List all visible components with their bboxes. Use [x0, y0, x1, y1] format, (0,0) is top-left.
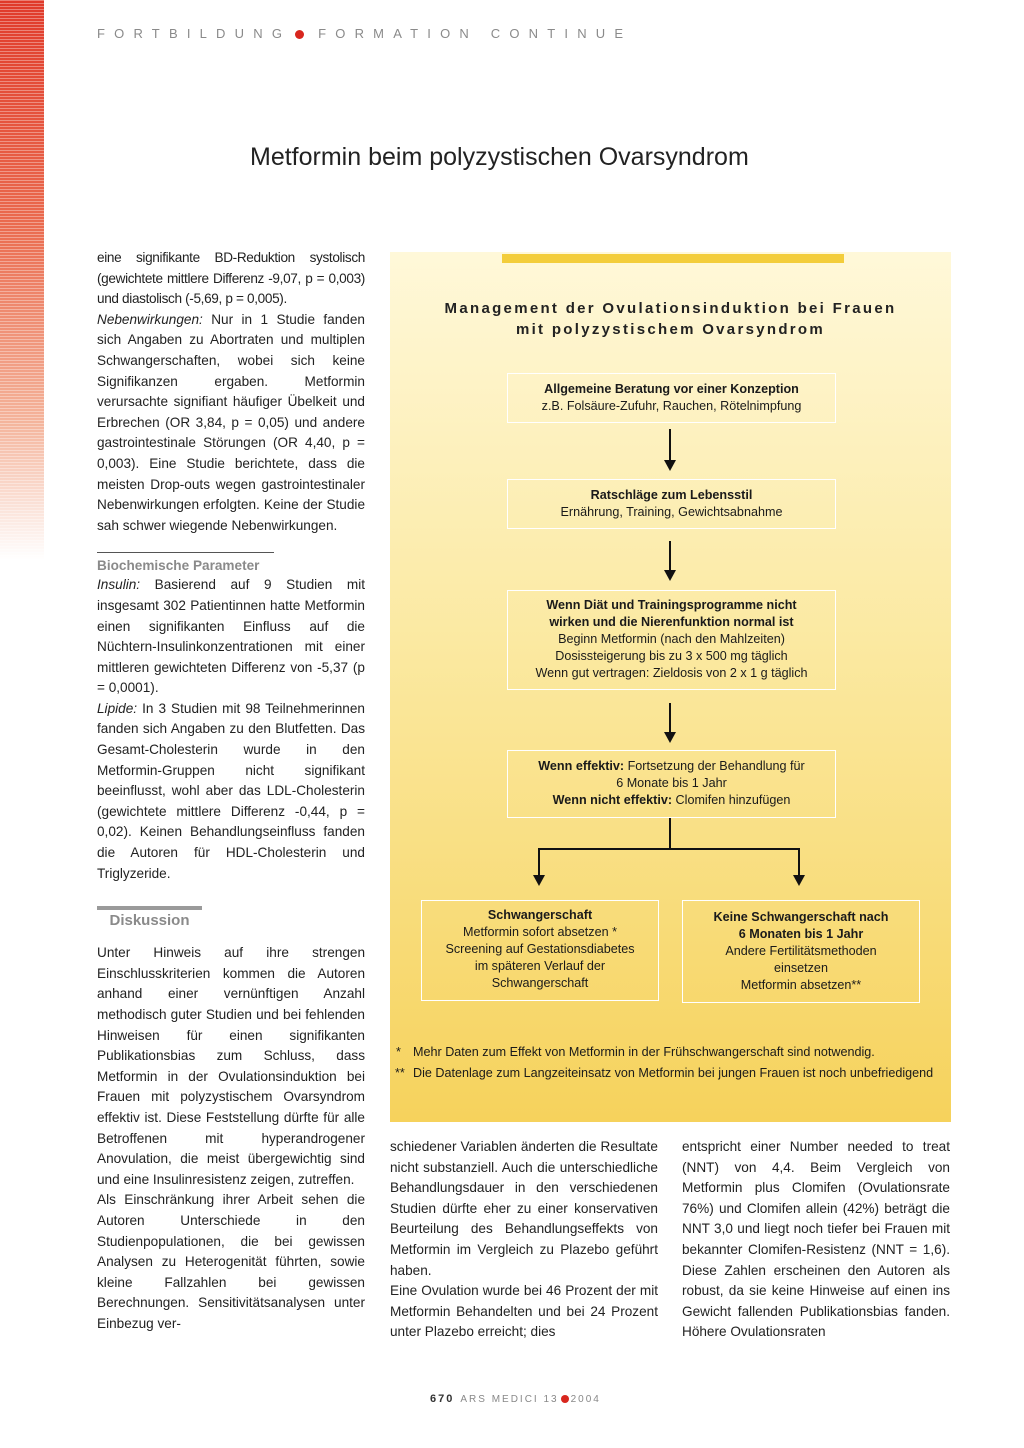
flow-box-heading: Schwangerschaft [487, 908, 593, 922]
footnote [396, 1042, 948, 1063]
flow-box-start-metformin [507, 590, 836, 690]
flow-box-heading: Keine Schwangerschaft nach [713, 910, 889, 924]
flow-box-text: Ernährung, Training, Gewichtsabnahme [560, 505, 783, 519]
flow-box-effectiveness [507, 750, 836, 818]
flow-box-heading: Ratschläge zum Lebensstil [590, 488, 753, 502]
paragraph-text: Nur in 1 Studie fanden sich Angaben zu Abortraten und multiplen Schwangerschaften, wobei sich keine Signifikanzen ergaben. Metformin verursachte signifiant häufiger Übelkeit und Erbrechen (OR 3,84, p = 0,05) und andere gastrointestinale Störungen (OR 4,40, p = 0,003). Eine Studie berichtete, dass die meisten Drop-outs wegen gastrointestinaler Nebenwirkungen erfolgten. Keine der Studie sah schwer wiegende Nebenwirkungen. [97, 311, 365, 533]
footnote-text: Mehr Daten zum Effekt von Metformin in der Frühschwangerschaft sind notwendig. [413, 1045, 875, 1059]
flow-box-heading: Wenn Diät und Trainingsprogramme nicht [546, 598, 797, 612]
inline-label: Lipide: [97, 700, 138, 716]
journal-year: 2004 [570, 1394, 601, 1405]
paragraph: eine signifikante BD-Reduktion systolisch (gewichtete mittlere Differenz -9,07, p = 0,003) und diastolisch (-5,69, p = 0,005). [97, 250, 365, 307]
flow-box-text: 6 Monate bis 1 Jahr [616, 776, 727, 790]
flowchart-title-line: mit polyzystischem Ovarsyndrom [515, 321, 826, 338]
header-left: FORTBILDUNG [97, 26, 292, 41]
flow-box-text: Beginn Metformin (nach den Mahlzeiten) [558, 632, 785, 646]
paragraph: entspricht einer Number needed to treat (NNT) von 4,4. Beim Vergleich von Metformin plus Clomifen (Ovulationsrate 76%) und Clomifen allein (42%) beträgt die NNT 3,0 und liegt noch tiefer bei Frauen mit bekannter Clomifen-Resistenz (NNT = 1,6). Diese Zahlen erscheinen den Autoren als robust, da sie keine Hinweise auf einen ins Gewicht fallenden Publikationsbias fanden. Höhere Ovulationsraten [682, 1139, 950, 1340]
footnote-text: Die Datenlage zum Langzeiteinsatz von Metformin bei jungen Frauen ist noch unbefriedigend [413, 1065, 934, 1080]
flow-box-text: Andere Fertilitätsmethoden [725, 944, 877, 958]
footnote [396, 1063, 948, 1084]
header-right: FORMATION CONTINUE [318, 26, 633, 41]
paragraph: Eine Ovulation wurde bei 46 Prozent der mit Metformin Behandelten und bei 24 Prozent unter Plazebo erreicht; dies [390, 1283, 658, 1340]
flow-box-text: Metformin absetzen** [740, 978, 862, 992]
page-footer [430, 1393, 601, 1405]
paragraph [97, 575, 365, 699]
right-column [682, 1137, 950, 1343]
middle-column [390, 1137, 658, 1343]
flow-box-no-pregnancy [682, 900, 920, 1003]
footnote-marker: * [396, 1045, 401, 1059]
footnote-marker: ** [395, 1065, 405, 1080]
paragraph [97, 310, 365, 537]
flow-box-heading: Allgemeine Beratung vor einer Konzeption [544, 382, 799, 396]
panel-accent-bar [502, 254, 844, 263]
left-column [97, 248, 365, 1335]
flow-box-text: Schwangerschaft [491, 976, 589, 990]
paragraph: Als Einschränkung ihrer Arbeit sehen die Autoren Unterschiede in den Studienpopulationen, die bei gewissen Analysen zu Heterogenität führten, sowie kleine Fallzahlen bei gewissen Berechnungen. Sensitivitätsanalysen unter Einbezug ver- [97, 1192, 365, 1331]
running-header [97, 26, 632, 41]
branch-connector [669, 818, 671, 849]
paragraph [97, 699, 365, 884]
flowchart-title-line: Management der Ovulationsinduktion bei Frauen [444, 300, 897, 317]
flow-box-text: Fortsetzung der Behandlung für [624, 759, 805, 773]
header-bullet-icon [295, 30, 304, 39]
paragraph: Unter Hinweis auf ihre strengen Einschlusskriterien kommen die Autoren anhand einer vernünftigen Anzahl methodisch guter Studien und bei fehlenden Hinweisen für einen signifikanten Publikationsbias zum Schluss, dass Metformin in der Ovulationsinduktion bei Frauen mit polyzystischem Ovarsyndrom effektiv ist. Diese Feststellung dürfte für alle Betroffenen mit hyperandrogener Anovulation, die meist übergewichtig sind und eine Insulinresistenz zeigen, zutreffen. [97, 945, 365, 1187]
flow-box-text: einsetzen [774, 961, 828, 975]
flowchart-panel [390, 252, 951, 1122]
paragraph: schiedener Variablen änderten die Resultate nicht substanziell. Auch die unterschiedliche Behandlungsdauer in den verschiedenen Studien dürfte eher zu einer konservativen Beurteilung des Behandlungseffekts von Metformin im Vergleich zu Plazebo geführt haben. [390, 1139, 658, 1278]
section-heading-discussion: Diskussion [97, 906, 202, 930]
paragraph-text: Basierend auf 9 Studien mit insgesamt 302 Patientinnen hatte Metformin einen signifikanten Einfluss auf die Nüchtern-Insulinkonzentrationen mit einer mittleren gewichteten Differenz von -5,37 (p = 0,0001). [97, 577, 365, 696]
flow-box-text: Screening auf Gestationsdiabetes [445, 942, 635, 956]
flow-box-text: z.B. Folsäure-Zufuhr, Rauchen, Rötelnimpfung [541, 399, 802, 413]
flowchart-title [390, 298, 951, 340]
flow-box-text: Metformin sofort absetzen * [463, 925, 617, 939]
flow-box-pregnancy [421, 900, 659, 1001]
flow-box-text: im späteren Verlauf der [474, 959, 606, 973]
flowchart-footnotes [396, 1042, 948, 1083]
flow-box-text: Wenn gut vertragen: Zieldosis von 2 x 1 g täglich [535, 666, 808, 680]
down-arrow-icon [798, 848, 800, 884]
decorative-side-stripe [0, 0, 44, 560]
down-arrow-icon [669, 703, 671, 741]
inline-label: Insulin: [97, 577, 141, 593]
flow-box-general-advice [507, 373, 836, 423]
flow-box-heading: Wenn nicht effektiv: [552, 793, 673, 807]
flow-box-heading: wirken und die Nierenfunktion normal ist [549, 615, 794, 629]
branch-connector [538, 848, 800, 850]
down-arrow-icon [669, 429, 671, 469]
inline-label: Nebenwirkungen: [97, 311, 203, 327]
flow-box-heading: Wenn effektiv: [538, 759, 625, 773]
flow-box-lifestyle [507, 479, 836, 529]
down-arrow-icon [538, 848, 540, 884]
footer-bullet-icon [561, 1395, 569, 1403]
paragraph-text: In 3 Studien mit 98 Teilnehmerinnen fanden sich Angaben zu den Blutfetten. Das Gesamt-Cholesterin wurde in den Metformin-Gruppen nicht signifikant beeinflusst, wohl aber das LDL-Cholesterin (gewichtete mittlere Differenz -0,44, p = 0,02). Keinen Behandlungseinfluss fanden die Autoren für HDL-Cholesterin und Triglyzeride. [97, 700, 365, 881]
section-heading-biochemical: Biochemische Parameter [97, 552, 274, 575]
flow-box-text: Clomifen hinzufügen [672, 793, 791, 807]
flow-box-heading: 6 Monaten bis 1 Jahr [738, 927, 864, 941]
page-number: 670 [430, 1393, 455, 1405]
article-title: Metformin beim polyzystischen Ovarsyndrom [250, 143, 749, 171]
journal-name: ARS MEDICI 13 [460, 1394, 559, 1405]
flow-box-text: Dosissteigerung bis zu 3 x 500 mg täglich [555, 649, 788, 663]
down-arrow-icon [669, 541, 671, 579]
